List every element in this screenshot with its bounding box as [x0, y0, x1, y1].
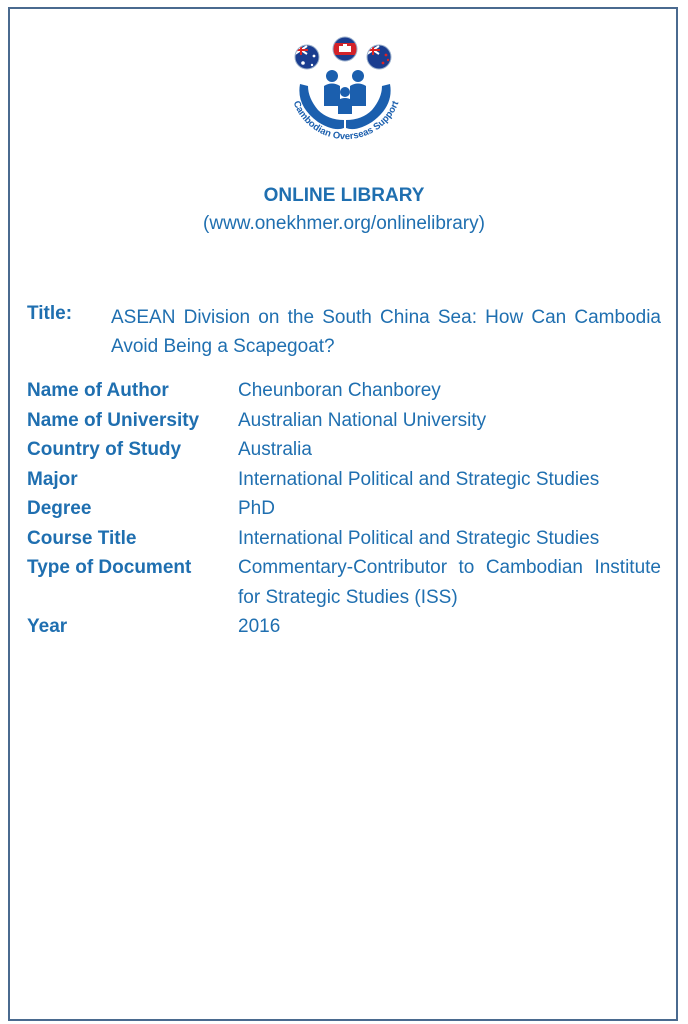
field-label: Major [27, 468, 78, 490]
new-zealand-flag [365, 43, 393, 71]
document-type-row [27, 553, 661, 612]
field-value: Cheunboran Chanborey [238, 380, 441, 401]
library-title: ONLINE LIBRARY [263, 185, 425, 206]
course-title-row [27, 524, 661, 554]
field-label: Course Title [27, 527, 137, 549]
country-row [27, 435, 661, 465]
field-value: International Political and Strategic Studies [238, 468, 600, 490]
field-label: Name of University [27, 409, 200, 431]
field-value: Australian National University [238, 409, 487, 431]
title-label: Title: [27, 303, 73, 324]
field-value: 2016 [238, 616, 281, 637]
field-label: Degree [27, 498, 92, 519]
degree-row [27, 494, 661, 524]
document-metadata [27, 376, 661, 642]
field-value: International Political and Strategic Studies [238, 527, 600, 549]
field-value: Australia [238, 439, 312, 460]
australia-flag [293, 43, 321, 71]
field-value: PhD [238, 498, 275, 519]
document-title: ASEAN Division on the South China Sea: How Can Cambodia Avoid Being a Scapegoat? [111, 307, 661, 357]
author-row [27, 376, 661, 406]
library-url: (www.onekhmer.org/onlinelibrary) [203, 213, 485, 234]
logo-arc-text: Cambodian Overseas Support [290, 99, 402, 143]
family-icon [324, 70, 366, 114]
field-label: Type of Document [27, 557, 192, 578]
major-row [27, 465, 661, 495]
field-label: Country of Study [27, 439, 182, 460]
cambodian-overseas-support-logo [278, 36, 412, 186]
field-label: Name of Author [27, 380, 169, 401]
field-label: Year [27, 616, 68, 637]
year-row [27, 612, 661, 642]
field-value: Commentary-Contributor to Cambodian Institute for Strategic Studies (ISS) [238, 557, 661, 608]
cambodia-flag [331, 36, 359, 64]
university-row [27, 406, 661, 436]
